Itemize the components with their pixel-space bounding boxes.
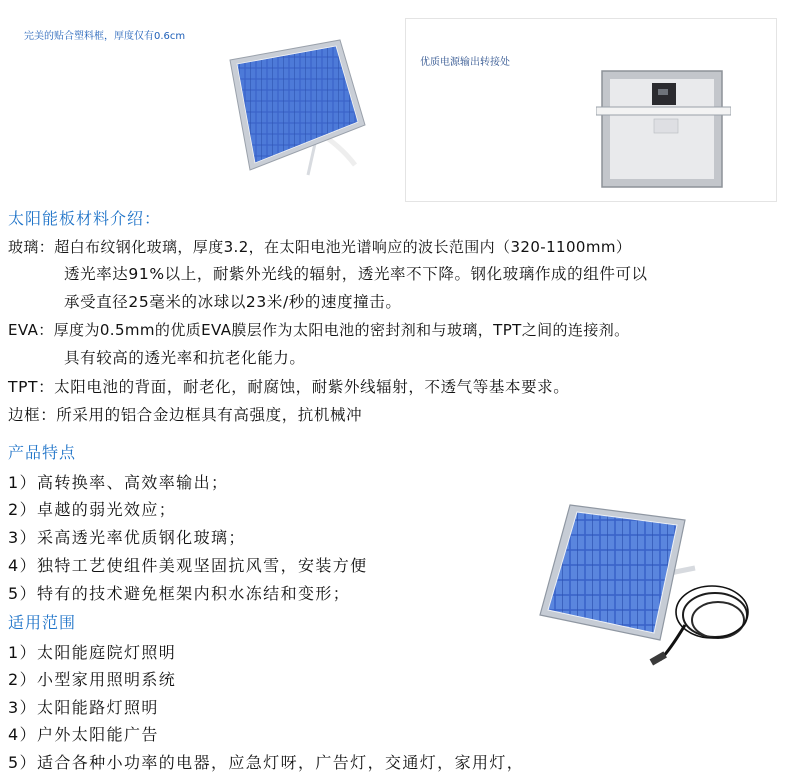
tpt-line: TPT：太阳电池的背面，耐老化，耐腐蚀，耐紫外线辐射，不透气等基本要求。 bbox=[8, 378, 570, 396]
back-panel-photo bbox=[405, 18, 777, 202]
feature-item-1: 1）高转换率、高效率输出； bbox=[8, 473, 229, 492]
feature-item-3: 3）采高透光率优质钢化玻璃； bbox=[8, 528, 246, 547]
feature-item-2: 2）卓越的弱光效应； bbox=[8, 500, 177, 519]
application-item-2: 2）小型家用照明系统 bbox=[8, 670, 177, 689]
eva-line-1: EVA：厚度为0.5mm的优质EVA膜层作为太阳电池的密封剂和与玻璃，TPT之间的连接剂。 bbox=[8, 321, 630, 339]
front-panel-photo bbox=[0, 0, 390, 200]
application-item-4: 4）户外太阳能广告 bbox=[8, 725, 159, 744]
applications-heading: 适用范围 bbox=[8, 613, 77, 632]
back-panel-caption: 优质电源输出转接处 bbox=[420, 57, 510, 68]
solar-panel-front-image bbox=[190, 35, 380, 185]
glass-line-2: 透光率达91%以上，耐紫外光线的辐射，透光率不下降。钢化玻璃作成的组件可以 bbox=[64, 265, 648, 283]
application-item-3: 3）太阳能路灯照明 bbox=[8, 698, 159, 717]
glass-line-1: 玻璃：超白布纹钢化玻璃，厚度3.2，在太阳电池光谱响应的波长范围内（320-1100mm） bbox=[8, 238, 632, 256]
front-panel-caption: 完美的贴合塑料框，厚度仅有0.6cm bbox=[24, 31, 186, 42]
frame-line: 边框：所采用的铝合金边框具有高强度，抗机械冲 bbox=[8, 406, 363, 424]
application-item-5: 5）适合各种小功率的电器，应急灯呀，广告灯，交通灯，家用灯， bbox=[8, 753, 525, 772]
solar-panel-with-cable-image bbox=[510, 490, 780, 680]
solar-panel-back-image bbox=[596, 67, 731, 192]
materials-heading: 太阳能板材料介绍： bbox=[8, 209, 162, 228]
features-heading: 产品特点 bbox=[8, 443, 77, 462]
feature-item-4: 4）独特工艺使组件美观坚固抗风雪，安装方便 bbox=[8, 556, 368, 575]
application-item-1: 1）太阳能庭院灯照明 bbox=[8, 643, 177, 662]
glass-line-3: 承受直径25毫米的冰球以23米/秒的速度撞击。 bbox=[64, 293, 402, 311]
feature-item-5: 5）特有的技术避免框架内积水冻结和变形； bbox=[8, 584, 351, 603]
eva-line-2: 具有较高的透光率和抗老化能力。 bbox=[64, 349, 306, 367]
